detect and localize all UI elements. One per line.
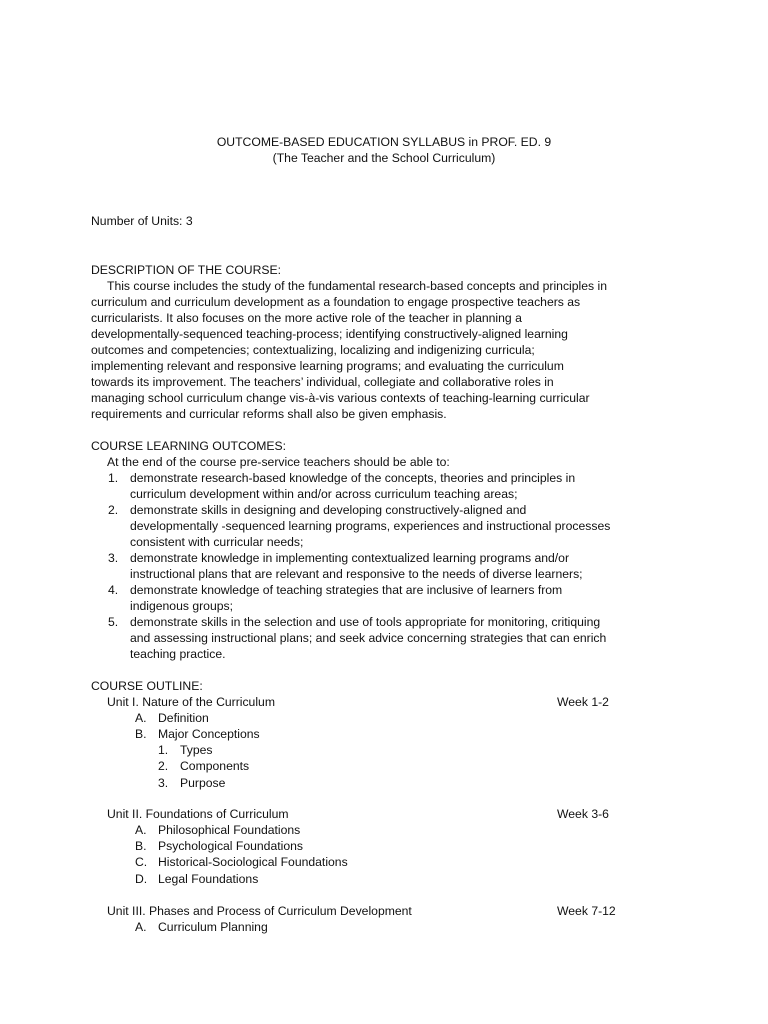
- outline-subnumber: 1.: [158, 743, 169, 757]
- outline-item: Major Conceptions: [158, 727, 260, 741]
- outcome-line: demonstrate skills in the selection and use of tools appropriate for monitoring, critiquing: [130, 615, 601, 629]
- description-line: implementing relevant and responsive learning programs; and evaluating the curriculum: [91, 359, 564, 373]
- description-heading: DESCRIPTION OF THE COURSE:: [91, 263, 282, 277]
- unit-title: Unit III. Phases and Process of Curriculum Development: [107, 904, 412, 918]
- outline-letter: A.: [135, 711, 147, 725]
- outcome-line: consistent with curricular needs;: [130, 535, 304, 549]
- number-of-units: Number of Units: 3: [91, 214, 193, 228]
- outcome-number: 4.: [108, 583, 119, 597]
- outline-item: Definition: [158, 711, 209, 725]
- outcome-line: developmentally -sequenced learning programs, experiences and instructional processes: [130, 519, 611, 533]
- description-line: This course includes the study of the fundamental research-based concepts and principles in: [107, 279, 607, 293]
- outline-heading: COURSE OUTLINE:: [91, 679, 203, 693]
- outline-subitem: Components: [180, 759, 250, 773]
- unit-week: Week 3-6: [557, 807, 609, 821]
- outline-letter: A.: [135, 920, 147, 934]
- document-title: OUTCOME-BASED EDUCATION SYLLABUS in PROF. ED. 9: [216, 135, 552, 149]
- description-line: requirements and curricular reforms shall also be given emphasis.: [91, 407, 447, 421]
- outcome-line: instructional plans that are relevant and responsive to the needs of diverse learners;: [130, 567, 583, 581]
- outline-item: Historical-Sociological Foundations: [158, 855, 348, 869]
- unit-title: Unit II. Foundations of Curriculum: [107, 807, 289, 821]
- outcome-number: 1.: [108, 471, 119, 485]
- description-line: curricularists. It also focuses on the more active role of the teacher in planning a: [91, 311, 522, 325]
- outcome-line: demonstrate skills in designing and developing constructively-aligned and: [130, 503, 527, 517]
- outline-subnumber: 2.: [158, 759, 169, 773]
- outcome-line: demonstrate research-based knowledge of the concepts, theories and principles in: [130, 471, 576, 485]
- outcome-number: 5.: [108, 615, 119, 629]
- outcome-number: 2.: [108, 503, 119, 517]
- unit-title: Unit I. Nature of the Curriculum: [107, 695, 275, 709]
- outcome-line: and assessing instructional plans; and seek advice concerning strategies that can enrich: [130, 631, 607, 645]
- outcome-number: 3.: [108, 551, 119, 565]
- description-line: managing school curriculum change vis-à-vis various contexts of teaching-learning curricular: [91, 391, 590, 405]
- unit-week: Week 1-2: [557, 695, 609, 709]
- outline-letter: B.: [135, 839, 147, 853]
- outcomes-heading: COURSE LEARNING OUTCOMES:: [91, 439, 287, 453]
- outline-letter: C.: [135, 855, 148, 869]
- outline-item: Psychological Foundations: [158, 839, 303, 853]
- outcome-line: demonstrate knowledge of teaching strategies that are inclusive of learners from: [130, 583, 563, 597]
- outline-letter: A.: [135, 823, 147, 837]
- outcome-line: teaching practice.: [130, 647, 226, 661]
- outline-letter: D.: [135, 872, 148, 886]
- outline-subnumber: 3.: [158, 776, 169, 790]
- outcomes-intro: At the end of the course pre-service teachers should be able to:: [107, 455, 450, 469]
- outcome-line: demonstrate knowledge in implementing contextualized learning programs and/or: [130, 551, 569, 565]
- outline-item: Legal Foundations: [158, 872, 259, 886]
- outcome-line: curriculum development within and/or across curriculum teaching areas;: [130, 487, 518, 501]
- outcome-line: indigenous groups;: [130, 599, 233, 613]
- outline-letter: B.: [135, 727, 147, 741]
- unit-week: Week 7-12: [557, 904, 616, 918]
- description-line: developmentally-sequenced teaching-process; identifying constructively-aligned learning: [91, 327, 568, 341]
- description-line: outcomes and competencies; contextualizing, localizing and indigenizing curricula;: [91, 343, 535, 357]
- outline-subitem: Types: [180, 743, 213, 757]
- description-line: towards its improvement. The teachers’ individual, collegiate and collaborative roles in: [91, 375, 554, 389]
- outline-item: Philosophical Foundations: [158, 823, 301, 837]
- document-subtitle: (The Teacher and the School Curriculum): [272, 151, 496, 165]
- outline-item: Curriculum Planning: [158, 920, 268, 934]
- description-line: curriculum and curriculum development as a foundation to engage prospective teachers as: [91, 295, 581, 309]
- outline-subitem: Purpose: [180, 776, 226, 790]
